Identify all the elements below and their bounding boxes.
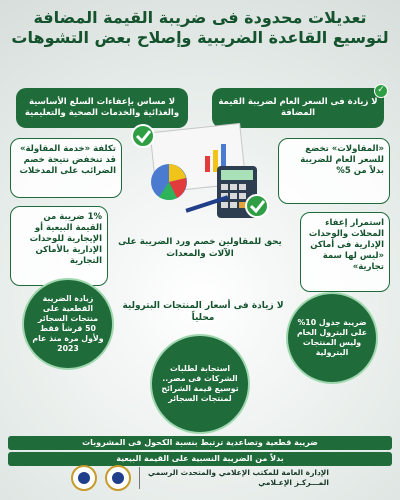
cigarette-tax-text: زيادة الضريبة القطعية على منتجات السجائر 50 قرشاً فقط ولأول مرة منذ عام 2023: [32, 294, 104, 353]
exemption-continue-text: استمرار إعفاء المحلات والوحدات الإدارية فى أماكن «ليس لها سمة تجارية»: [308, 218, 384, 272]
title-line-1: تعديلات محدودة فى ضريبة القيمة المضافة: [33, 8, 367, 27]
footer-divider: [139, 467, 140, 489]
contracting-cost-text: تكلفة «خدمة المقاولة» قد تنخفض نتيجة خصم الضرائب على المدخلات: [19, 144, 116, 176]
petroleum-tax-circle: [286, 292, 378, 384]
org-line-1: الإدارة العامة للمكتب الإعلامي والمتحدث الرسمي: [148, 468, 329, 477]
alcohol-tax-bar-2: بدلاً من الضريبة النسبية على القيمة البيعية: [8, 452, 392, 466]
contracting-rate-text: «المقاولات» تخضع للسعر العام للضريبة بدلاً من 5%: [300, 144, 384, 176]
fuel-prices-text: لا زيادة فى أسعار المنتجات البترولية محلياً: [122, 301, 284, 323]
cigarette-brackets-circle: [150, 334, 250, 434]
page-title: [10, 8, 390, 48]
cabinet-logo-icon: [105, 465, 131, 491]
org-text: [148, 468, 329, 488]
alcohol-tax-bar-1: ضريبة قطعية وتصاعدية ترتبط بنسبة الكحول فى المشروبات: [8, 436, 392, 450]
commercial-tax-text: 1% ضريبة من القيمة البيعية أو الإيجارية للوحدات الإدارية بالأماكن التجارية: [29, 212, 102, 266]
title-line-2: لتوسيع القاعدة الضريبية وإصلاح بعض التشوهات: [11, 28, 389, 47]
vat-rate-text: لا زيادة فى السعر العام لضريبة القيمة المضافة: [218, 97, 378, 118]
finance-illustration: [125, 120, 275, 230]
documents-icon: [125, 120, 275, 230]
org-footer: [8, 462, 392, 494]
org-line-2: المـــركـز الإعـلامي: [258, 478, 329, 487]
exemptions-text: لا مساس بإعفاءات السلع الأساسية والغذائية والخدمات الصحية والتعليمية: [24, 97, 180, 118]
check-icon: ✓: [374, 84, 388, 98]
eagle-emblem-icon: [71, 465, 97, 491]
cigarette-brackets-text: استجابة لطلبات الشركات فى مصر.. توسيع قيمة الشرائح لمنتجات السجائر: [161, 364, 239, 403]
petroleum-tax-text: ضريبة جدول 10% على البترول الخام وليس المنتجات البترولية: [296, 318, 368, 357]
machinery-deduction-text: يحق للمقاولين خصم ورد الضريبة على الآلات والمعدات: [118, 237, 282, 259]
cigarette-tax-circle: [22, 278, 114, 370]
